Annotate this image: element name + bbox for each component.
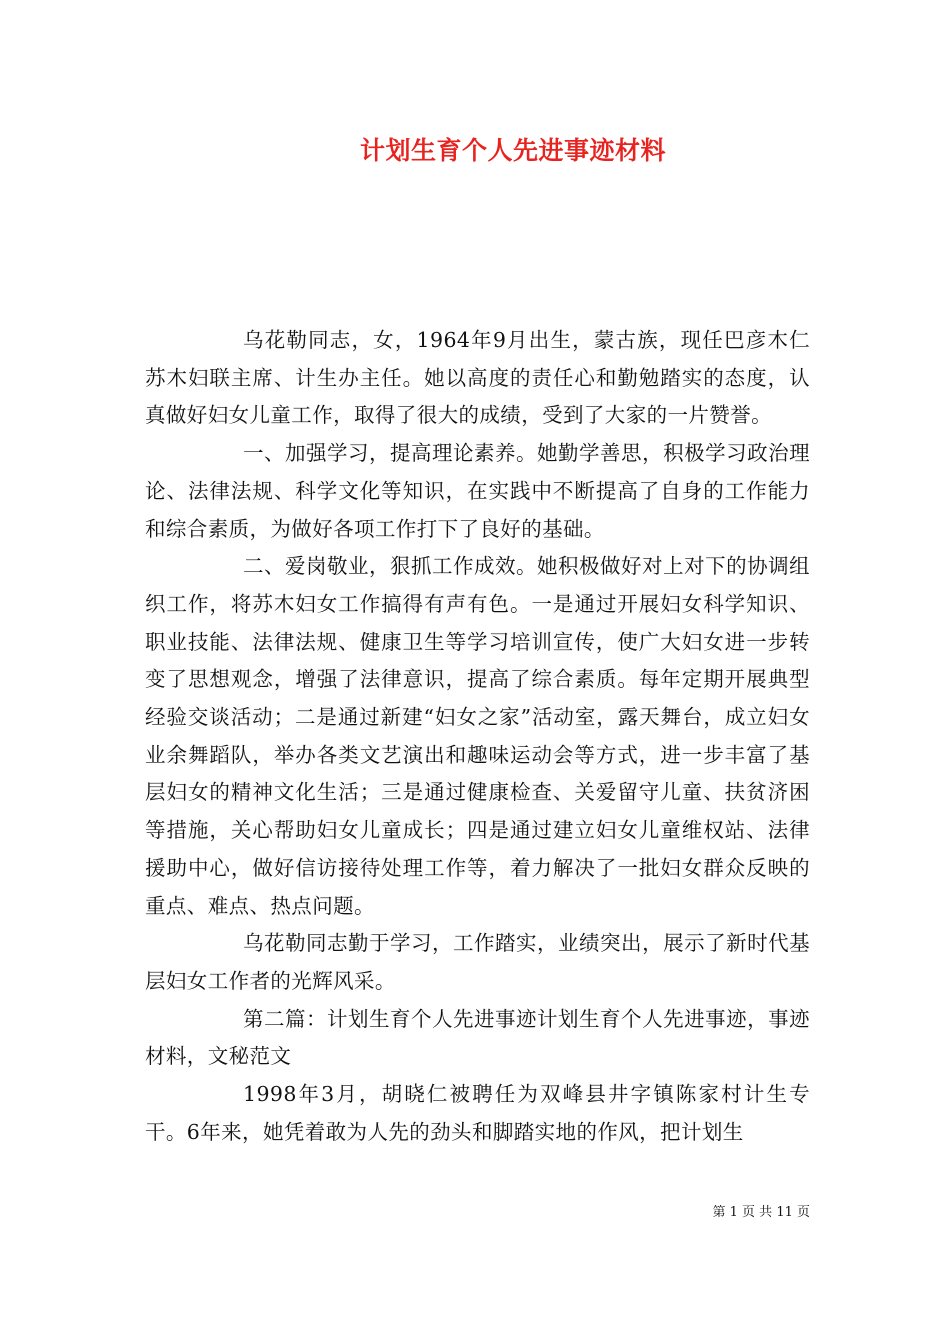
paragraph-summary: 乌花勒同志勤于学习，工作踏实，业绩突出，展示了新时代基层妇女工作者的光辉风采。 xyxy=(145,931,810,993)
paragraph-section-two: 二、爱岗敬业，狠抓工作成效。她积极做好对上对下的协调组织工作，将苏木妇女工作搞得有声有色。一是通过开展妇女科学知识、职业技能、法律法规、健康卫生等学习培训宣传，使广大妇女进一步转变了思想观念，增强了法律意识，提高了综合素质。每年定期开展典型经验交谈活动；二是通过新建“妇女之家”活动室，露天舞台，成立妇女业余舞蹈队，举办各类文艺演出和趣味运动会等方式，进一步丰富了基层妇女的精神文化生活；三是通过健康检查、关爱留守儿童、扶贫济困等措施，关心帮助妇女儿童成长；四是通过建立妇女儿童维权站、法律援助中心，做好信访接待处理工作等，着力解决了一批妇女群众反映的重点、难点、热点问题。 xyxy=(145,554,810,918)
paragraph-section-one: 一、加强学习，提高理论素养。她勤学善思，积极学习政治理论、法律法规、科学文化等知识，在实践中不断提高了自身的工作能力和综合素质，为做好各项工作打下了良好的基础。 xyxy=(145,441,810,541)
paragraph-intro: 乌花勒同志，女，1964年9月出生，蒙古族，现任巴彦木仁苏木妇联主席、计生办主任。她以高度的责任心和勤勉踏实的态度，认真做好妇女儿童工作，取得了很大的成绩，受到了大家的一片赞誉。 xyxy=(145,328,810,428)
paragraph-second-article-heading: 第二篇：计划生育个人先进事迹计划生育个人先进事迹，事迹材料，文秘范文 xyxy=(145,1006,810,1069)
page-number: 第 1 页 共 11 页 xyxy=(712,1205,810,1220)
paragraph-second-article-body: 1998年3月，胡晓仁被聘任为双峰县井字镇陈家村计生专干。6年来，她凭着敢为人先的劲头和脚踏实地的作风，把计划生 xyxy=(145,1082,810,1144)
document-body xyxy=(145,322,810,1151)
document-title: 计划生育个人先进事迹材料 xyxy=(360,136,667,165)
